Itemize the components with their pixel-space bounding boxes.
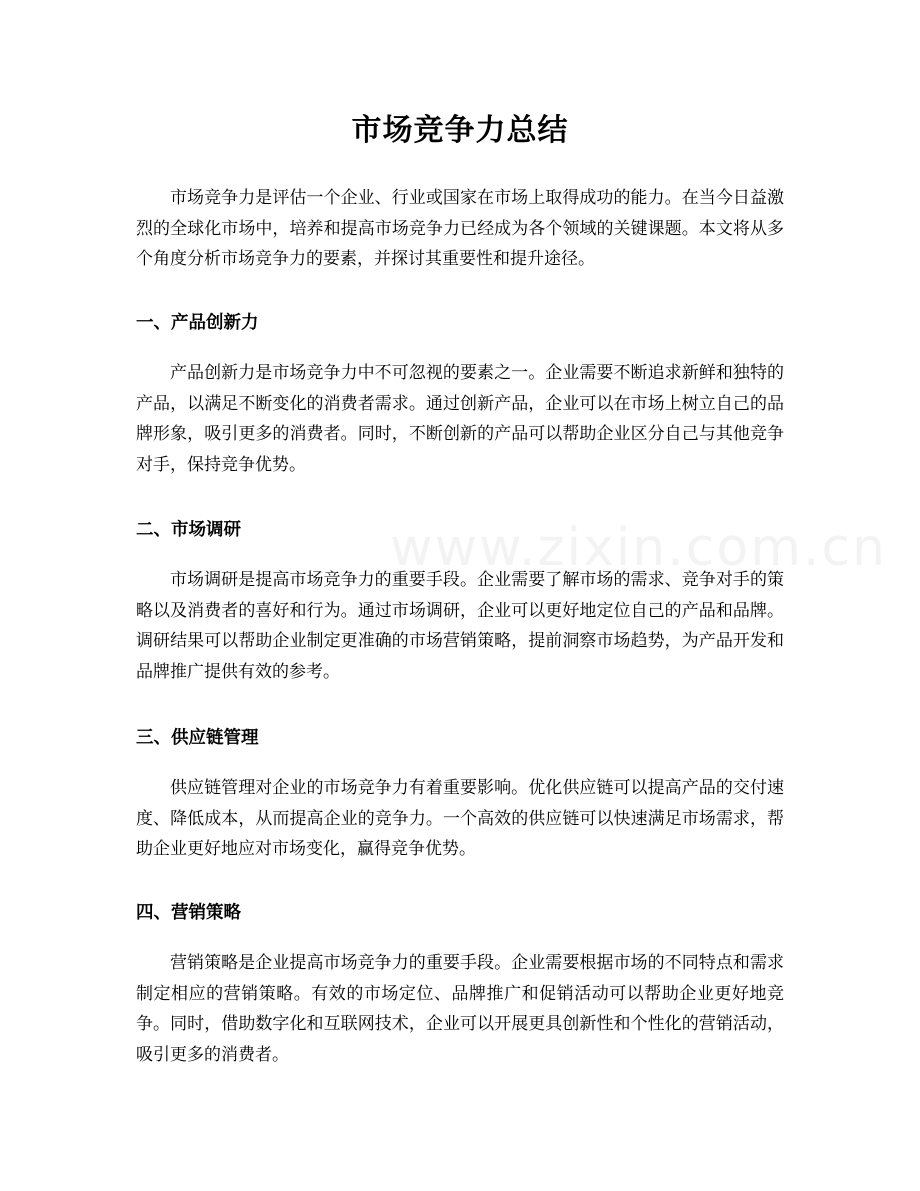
section-body-supply-chain: 供应链管理对企业的市场竞争力有着重要影响。优化供应链可以提高产品的交付速度、降低成本，从而提高企业的竞争力。一个高效的供应链可以快速满足市场需求，帮助企业更好地应对市场变化，赢得竞争优势。 — [136, 778, 784, 859]
section-body-market-research: 市场调研是提高市场竞争力的重要手段。企业需要了解市场的需求、竞争对手的策略以及消费者的喜好和行为。通过市场调研，企业可以更好地定位自己的产品和品牌。调研结果可以帮助企业制定更准确的市场营销策略，提前洞察市场趋势，为产品开发和品牌推广提供有效的参考。 — [136, 570, 784, 682]
watermark: www.zixin.com.cn — [390, 518, 887, 578]
intro-paragraph: 市场竞争力是评估一个企业、行业或国家在市场上取得成功的能力。在当今日益激烈的全球化市场中，培养和提高市场竞争力已经成为各个领域的关键课题。本文将从多个角度分析市场竞争力的要素，并探讨其重要性和提升途径。 — [136, 188, 784, 269]
section-body-marketing-strategy: 营销策略是企业提高市场竞争力的重要手段。企业需要根据市场的不同特点和需求制定相应的营销策略。有效的市场定位、品牌推广和促销活动可以帮助企业更好地竞争。同时，借助数字化和互联网技术，企业可以开展更具创新性和个性化的营销活动，吸引更多的消费者。 — [136, 953, 784, 1065]
section-heading-marketing-strategy: 四、营销策略 — [136, 903, 241, 923]
document-title: 市场竞争力总结 — [351, 113, 569, 148]
section-body-product-innovation: 产品创新力是市场竞争力中不可忽视的要素之一。企业需要不断追求新鲜和独特的产品，以满足不断变化的消费者需求。通过创新产品，企业可以在市场上树立自己的品牌形象，吸引更多的消费者。同时，不断创新的产品可以帮助企业区分自己与其他竞争对手，保持竞争优势。 — [136, 363, 784, 475]
section-heading-product-innovation: 一、产品创新力 — [136, 313, 259, 333]
section-heading-supply-chain: 三、供应链管理 — [136, 728, 259, 748]
section-heading-market-research: 二、市场调研 — [136, 520, 241, 540]
